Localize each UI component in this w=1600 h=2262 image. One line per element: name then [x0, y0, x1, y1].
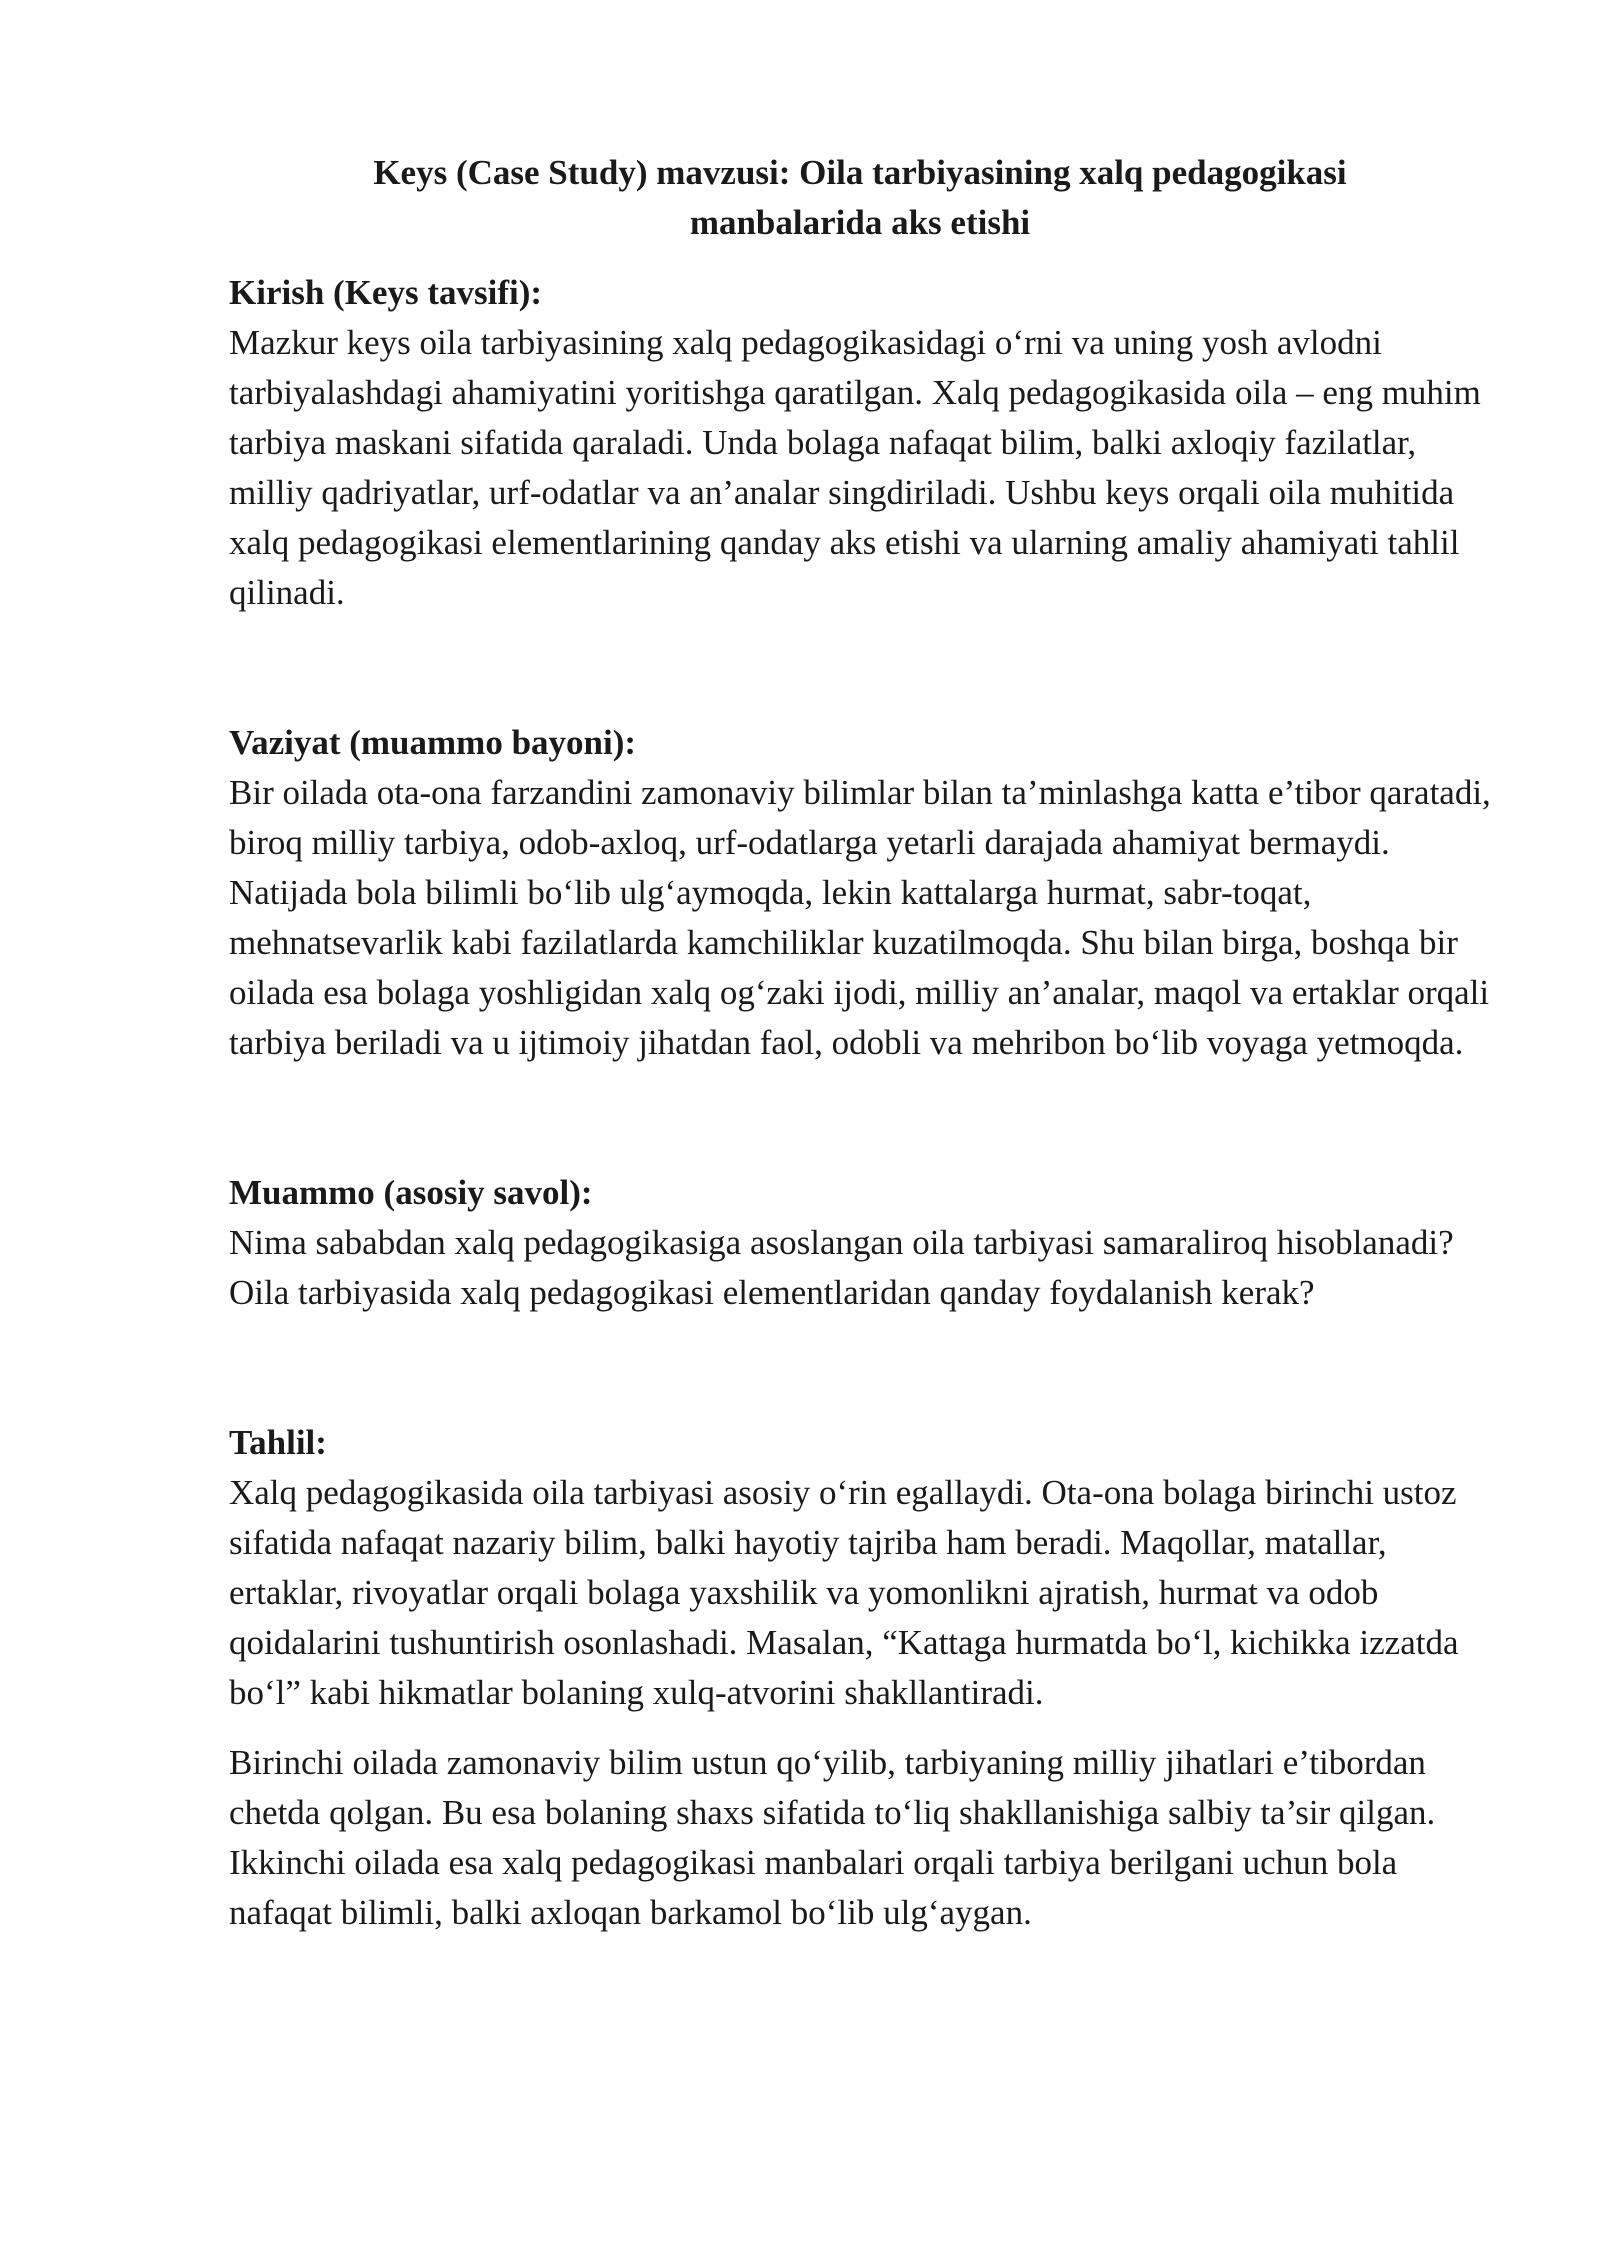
section-problem: [229, 1168, 1491, 1318]
document-title-line-1: Keys (Case Study) mavzusi: Oila tarbiyasining xalq pedagogikasi: [373, 153, 1347, 192]
section-problem-text: Nima sababdan xalq pedagogikasiga asoslangan oila tarbiyasi samaraliroq hisoblanadi? Oila tarbiyasida xalq pedagogikasi elementlaridan qanday foydalanish kerak?: [229, 1223, 1454, 1312]
section-situation-text: Bir oilada ota-ona farzandini zamonaviy bilimlar bilan ta’minlashga katta e’tibor qaratadi, biroq milliy tarbiya, odob-axloq, urf-odatlarga yetarli darajada ahamiyat bermaydi. Natijada bola bilimli bo‘lib ulg‘aymoqda, lekin kattalarga hurmat, sabr-toqat, mehnatsevarlik kabi fazilatlarda kamchiliklar kuzatilmoqda. Shu bilan birga, boshqa bir oilada esa bolaga yoshligidan xalq og‘zaki ijodi, milliy an’analar, maqol va ertaklar orqali tarbiya beriladi va u ijtimoiy jihatdan faol, odobli va mehribon bo‘lib voyaga yetmoqda.: [229, 773, 1491, 1062]
section-problem-heading: Muammo (asosiy savol):: [229, 1173, 593, 1212]
section-analysis: [229, 1418, 1491, 1938]
section-analysis-paragraph-2: Birinchi oilada zamonaviy bilim ustun qo‘yilib, tarbiyaning milliy jihatlari e’tibordan chetda qolgan. Bu esa bolaning shaxs sifatida to‘liq shakllanishiga salbiy ta’sir qilgan. Ikkinchi oilada esa xalq pedagogikasi manbalari orqali tarbiya berilgani uchun bola nafaqat bilimli, balki axloqan barkamol bo‘lib ulg‘aygan.: [229, 1743, 1436, 1932]
section-intro-text: Mazkur keys oila tarbiyasining xalq pedagogikasidagi o‘rni va uning yosh avlodni tarbiyalashdagi ahamiyatini yoritishga qaratilgan. Xalq pedagogikasida oila – eng muhim tarbiya maskani sifatida qaraladi. Unda bolaga nafaqat bilim, balki axloqiy fazilatlar, milliy qadriyatlar, urf-odatlar va an’analar singdiriladi. Ushbu keys orqali oila muhitida xalq pedagogikasi elementlarining qanday aks etishi va ularning amaliy ahamiyati tahlil qilinadi.: [229, 323, 1481, 612]
document-title: [229, 148, 1491, 248]
section-analysis-paragraph-1: Xalq pedagogikasida oila tarbiyasi asosiy o‘rin egallaydi. Ota-ona bolaga birinchi ustoz sifatida nafaqat nazariy bilim, balki hayotiy tajriba ham beradi. Maqollar, matallar, ertaklar, rivoyatlar orqali bolaga yaxshilik va yomonlikni ajratish, hurmat va odob qoidalarini tushuntirish osonlashadi. Masalan, “Kattaga hurmatda bo‘l, kichikka izzatda bo‘l” kabi hikmatlar bolaning xulq-atvorini shakllantiradi.: [229, 1473, 1459, 1712]
document-page: [229, 148, 1491, 1938]
section-intro-heading: Kirish (Keys tavsifi):: [229, 273, 543, 312]
section-analysis-heading: Tahlil:: [229, 1423, 327, 1462]
section-intro: [229, 268, 1491, 618]
document-title-line-2: manbalarida aks etishi: [689, 203, 1031, 242]
section-situation-heading: Vaziyat (muammo bayoni):: [229, 723, 637, 762]
section-situation: [229, 718, 1491, 1068]
